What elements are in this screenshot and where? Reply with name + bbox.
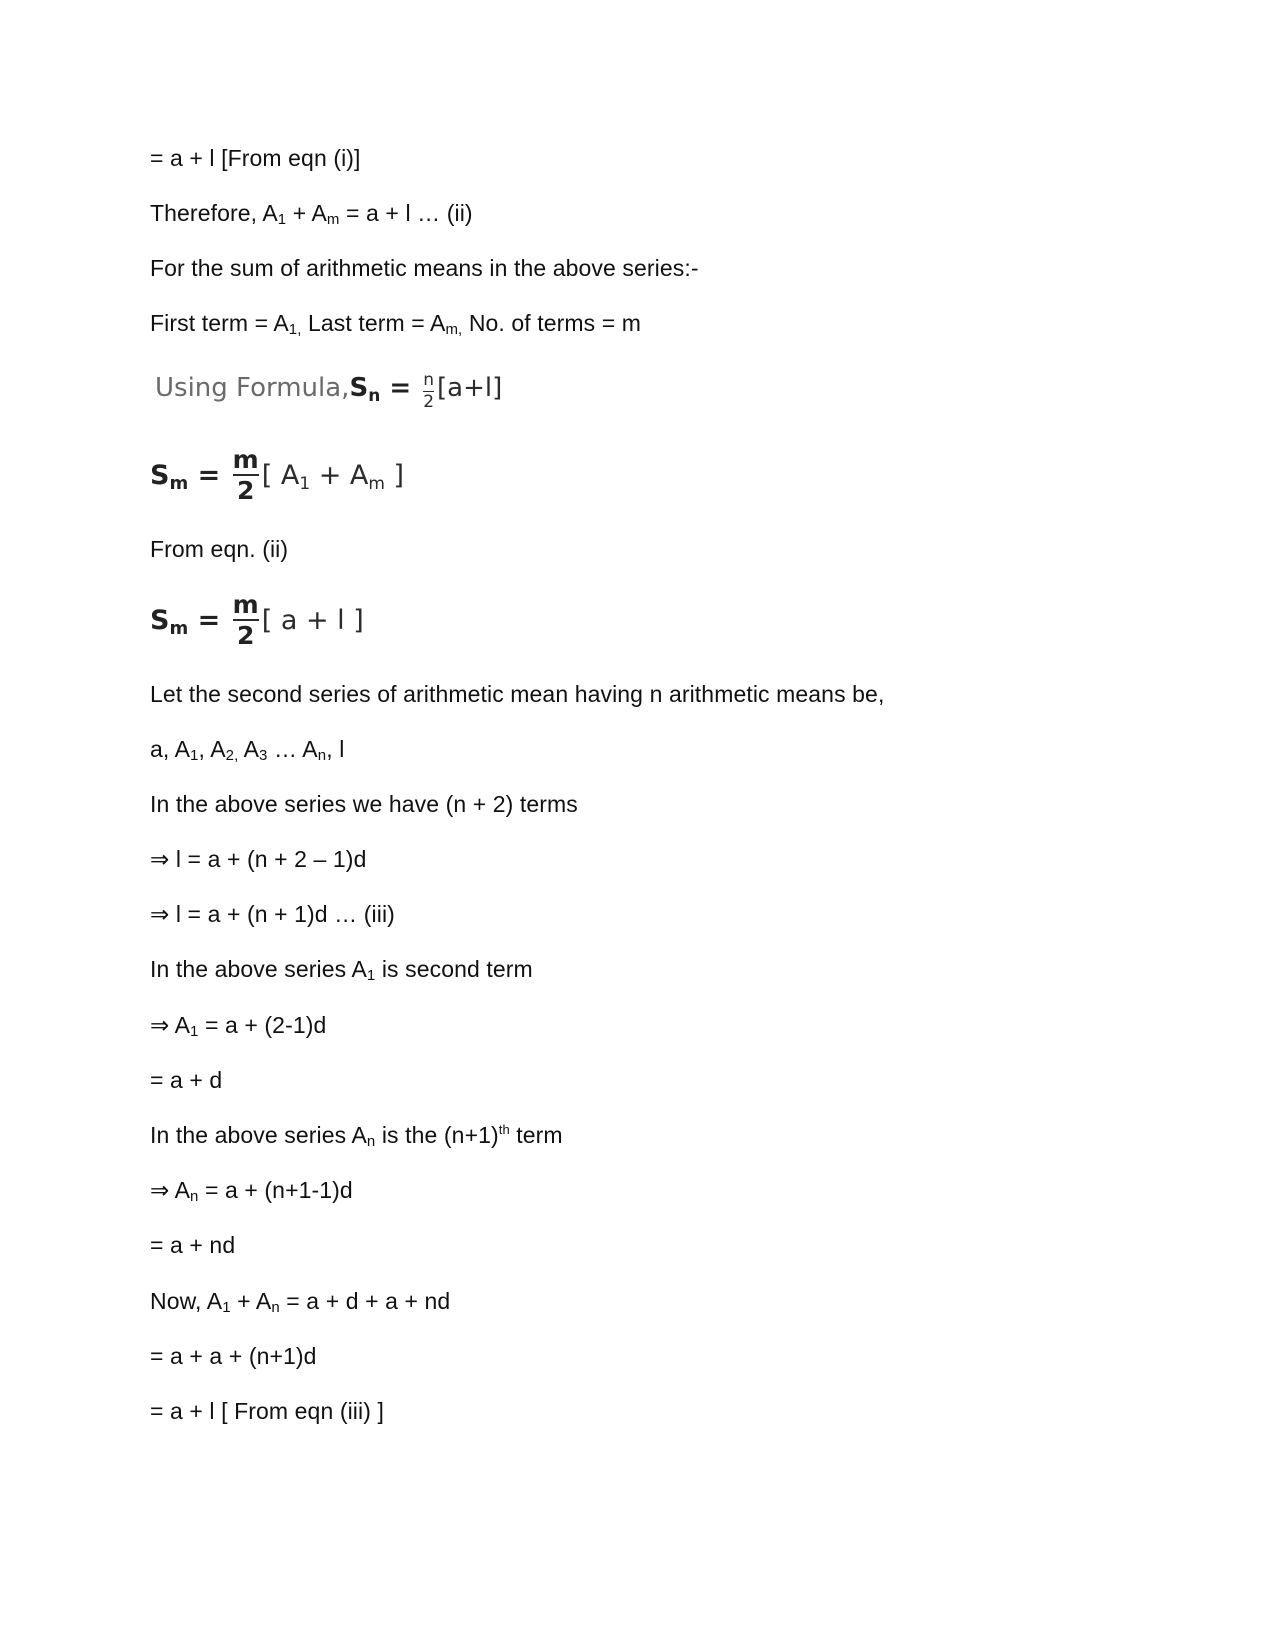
formula-using-sn: Using Formula, Sn = $\frac{n}{2}$ [a+l] bbox=[155, 370, 503, 412]
line-an-equals: ⇒ An = a + (n+1-1)d bbox=[150, 1177, 353, 1205]
line-a-plus-d: = a + d bbox=[150, 1067, 223, 1093]
line-series-terms: a, A1, A2, A3 … An, l bbox=[150, 736, 345, 764]
line-from-eqn-i: = a + l [From eqn (i)] bbox=[150, 145, 361, 171]
line-n-plus-2-terms: In the above series we have (n + 2) terms bbox=[150, 791, 578, 817]
line-a1-equals: ⇒ A1 = a + (2-1)d bbox=[150, 1012, 327, 1040]
line-a-plus-a: = a + a + (n+1)d bbox=[150, 1343, 317, 1369]
line-therefore-sum: Therefore, A1 + Am = a + l … (ii) bbox=[150, 200, 473, 228]
line-l-equals: ⇒ l = a + (n + 2 – 1)d bbox=[150, 846, 367, 872]
line-now-a1-an: Now, A1 + An = a + d + a + nd bbox=[150, 1288, 451, 1316]
fraction-m-over-2: $\frac{m}{2}$ bbox=[232, 445, 259, 505]
line-a-plus-nd: = a + nd bbox=[150, 1232, 236, 1258]
line-an-term: In the above series An is the $(n+1)^{th}$ term bbox=[150, 1122, 563, 1150]
line-second-series: Let the second series of arithmetic mean having n arithmetic means be, bbox=[150, 681, 885, 707]
line-eqn-iii: ⇒ l = a + (n + 1)d … (iii) bbox=[150, 901, 395, 927]
line-from-eqn-ii: From eqn. (ii) bbox=[150, 536, 289, 562]
formula-sm-a1-am: Sm = $\frac{m}{2}$ [ A1 + Am ] bbox=[150, 445, 405, 505]
fraction-n-over-2: $\frac{n}{2}$ bbox=[423, 370, 435, 412]
line-a1-second-term: In the above series A1 is second term bbox=[150, 956, 533, 984]
line-sum-of-means: For the sum of arithmetic means in the above series:- bbox=[150, 255, 699, 281]
formula-sm-a-l: Sm = $\frac{m}{2}$ [ a + l ] bbox=[150, 590, 364, 650]
line-first-last-terms: First term = A1, Last term = Am, No. of terms = m bbox=[150, 310, 642, 338]
fraction-m-over-2: $\frac{m}{2}$ bbox=[232, 590, 259, 650]
line-from-eqn-iii: = a + l [ From eqn (iii) ] bbox=[150, 1398, 384, 1424]
